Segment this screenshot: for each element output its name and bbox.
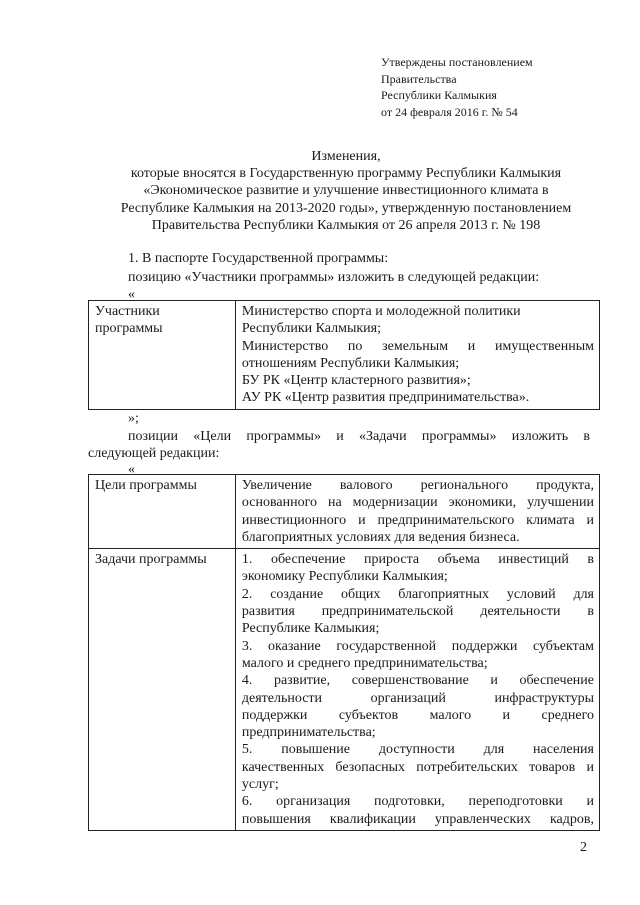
list-item: 5. повышение доступности для населения xyxy=(241,742,594,758)
goals-tasks-table xyxy=(88,474,600,831)
list-item: 3. оказание государственной поддержки субъектам xyxy=(241,638,594,654)
row-label: Участники программы xyxy=(89,301,236,410)
close-quote: »; xyxy=(128,411,139,426)
list-item: 6. организация подготовки, переподготовки и xyxy=(241,794,594,810)
title-line: «Экономическое развитие и улучшение инвестиционного климата в xyxy=(143,183,549,199)
section-heading: 1. В паспорте Государственной программы: xyxy=(128,251,389,266)
open-quote: « xyxy=(128,462,135,477)
approval-line: Республики Калмыкия xyxy=(381,88,497,102)
list-item: 1. обеспечение прироста объема инвестиций в xyxy=(241,552,594,568)
page-number: 2 xyxy=(580,840,587,855)
row-label: Цели программы xyxy=(89,475,236,549)
open-quote: « xyxy=(128,287,135,302)
title-line: Правительства Республики Калмыкия от 26 апреля 2013 г. № 198 xyxy=(151,217,541,233)
document-title xyxy=(90,148,602,234)
table-row xyxy=(89,301,600,410)
list-item: Министерство по земельным и имущественным xyxy=(241,338,594,354)
list-item: БУ РК «Центр кластерного развития»; xyxy=(241,373,471,389)
instruction-text: позицию «Участники программы» изложить в следующей редакции: xyxy=(128,270,540,285)
approval-line: Правительства xyxy=(381,71,457,86)
list-item: Министерство спорта и молодежной политики xyxy=(241,304,521,319)
row-content: Увеличение валового регионального продукта, основанного на модернизации экономики, улучшении инвестиционного и предпринимательского климата и благоприятных условиях для ведения бизнеса. xyxy=(235,475,599,549)
approval-line: Утверждены постановлением xyxy=(381,55,533,69)
approval-line: от 24 февраля 2016 г. № 54 xyxy=(381,104,518,119)
approval-stamp xyxy=(381,54,533,120)
instruction-text: следующей редакции: xyxy=(88,446,220,461)
table-row xyxy=(89,549,600,831)
list-item: АУ РК «Центр развития предпринимательства». xyxy=(241,390,530,406)
row-label: Задачи программы xyxy=(89,549,236,831)
title-line: Изменения, xyxy=(311,149,381,164)
row-content: 1. обеспечение прироста объема инвестиций в экономику Республики Калмыкия; 2. создание общих благоприятных условий для развития предпринимательской деятельности в Республике Калмыкия; 3. оказание государственной поддержки субъектам малого и среднего предпринимательства; 4. развитие, совершенствование и обеспечение деятельности организаций инфраструктуры поддержки субъектов малого и среднего предпринимательства; 5. повышение доступности для населения качественных безопасных потребительских товаров и услуг; 6. организация подготовки, переподготовки и повышения квалификации управленческих кадров, xyxy=(235,549,599,831)
instruction-text: позиции «Цели программы» и «Задачи программы» изложить в xyxy=(128,429,590,444)
title-line: Республике Калмыкия на 2013-2020 годы», утвержденную постановлением xyxy=(120,200,572,216)
list-item: 4. развитие, совершенствование и обеспечение xyxy=(241,673,594,689)
list-item: 2. создание общих благоприятных условий для xyxy=(241,586,594,602)
participants-table xyxy=(88,300,600,410)
row-content: Министерство спорта и молодежной политики Республики Калмыкия; Министерство по земельным и имущественным отношениям Республики Калмыкия; БУ РК «Центр кластерного развития»; АУ РК «Центр развития предпринимательства». xyxy=(235,301,599,410)
title-line: которые вносятся в Государственную программу Республики Калмыкия xyxy=(130,166,562,182)
table-row xyxy=(89,475,600,549)
